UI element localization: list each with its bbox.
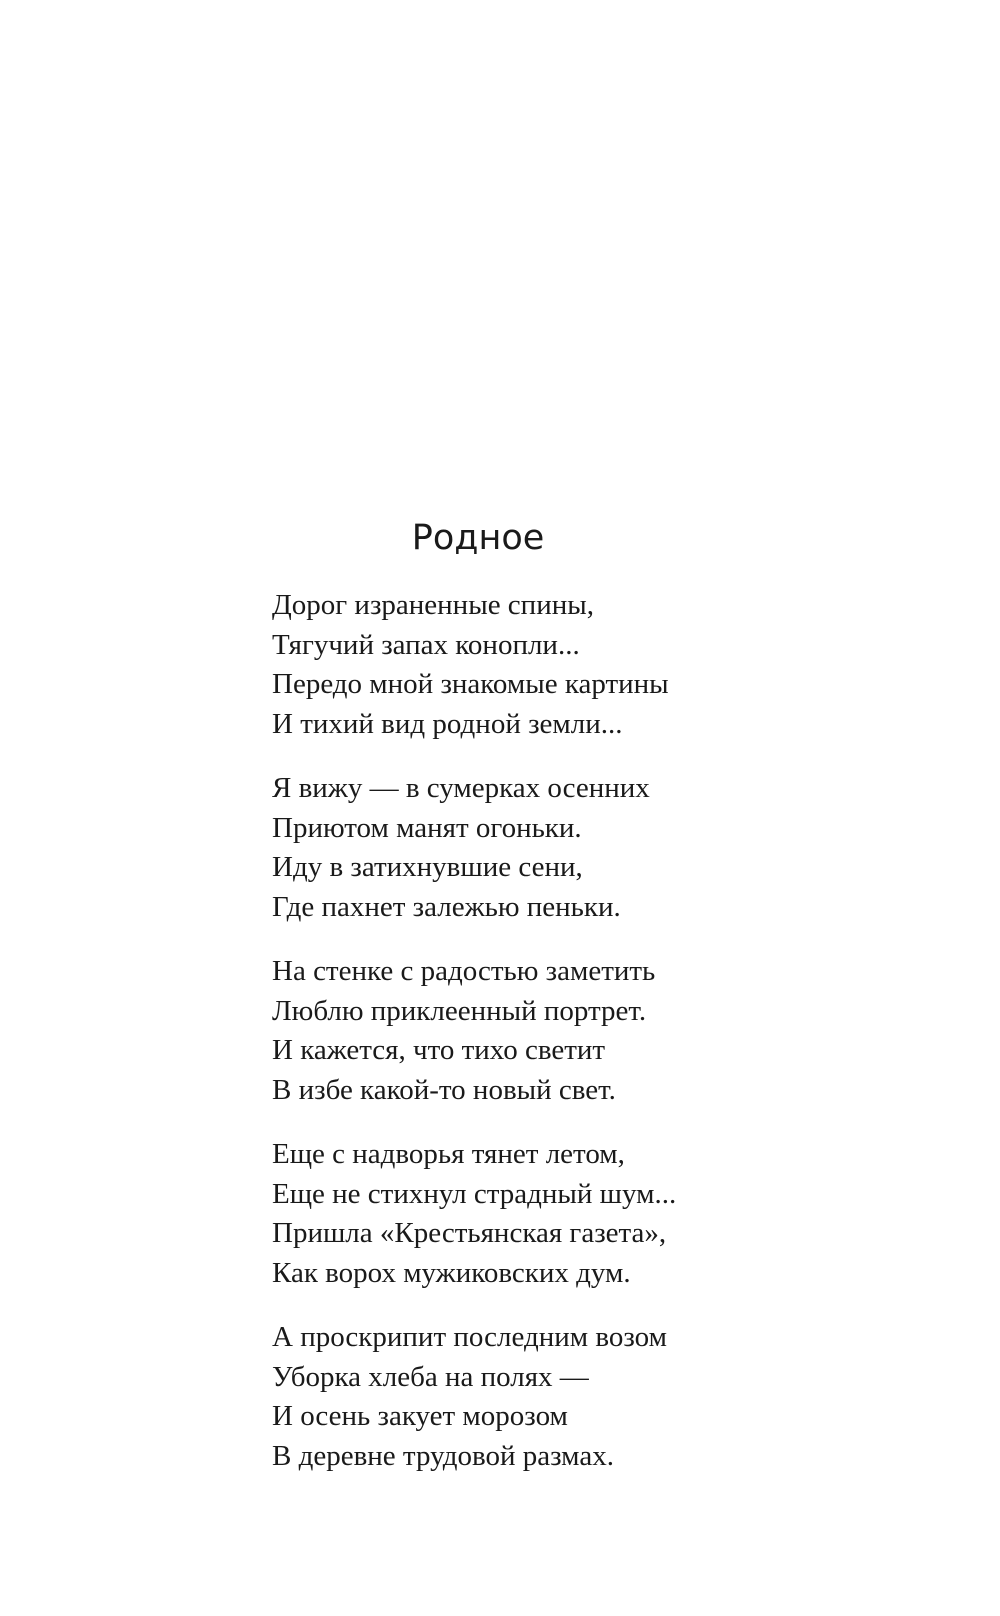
stanza-5 (272, 1318, 932, 1476)
poem-line: Еще не стихнул страдный шум... (272, 1177, 677, 1210)
stanza-2 (272, 769, 932, 927)
poem-title: Родное (411, 518, 545, 558)
poem-line: И тихий вид родной земли... (272, 707, 623, 740)
poem-line: Передо мной знакомые картины (272, 668, 669, 700)
poem-line: Еще с надворья тянет летом, (272, 1138, 625, 1170)
stanza-1 (272, 586, 932, 744)
poem-line: Люблю приклеенный портрет. (272, 994, 647, 1027)
poem-line: Уборка хлеба на полях — (272, 1360, 589, 1393)
poem-line: Как ворох мужиковских дум. (272, 1256, 631, 1289)
stanza-4 (272, 1135, 932, 1293)
poem-line: Приютом манят огоньки. (272, 811, 582, 844)
poem-line: И кажется, что тихо светит (272, 1034, 606, 1066)
poem-line: А проскрипит последним возом (272, 1321, 667, 1353)
poem-line: Я вижу — в сумерках осенних (272, 772, 650, 804)
poem-line: Где пахнет залежью пеньки. (272, 890, 621, 923)
poem-line: Дорог израненные спины, (272, 589, 594, 621)
stanza-3 (272, 952, 932, 1110)
poem-body (272, 586, 932, 1501)
poem-line: В избе какой-то новый свет. (272, 1073, 616, 1106)
poem-line: На стенке с радостью заметить (272, 955, 656, 987)
poem-line: Иду в затихнувшие сени, (272, 851, 583, 883)
poem-line: В деревне трудовой размах. (272, 1439, 614, 1472)
poem-line: Пришла «Крестьянская газета», (272, 1217, 667, 1249)
poem-line: Тягучий запах конопли... (272, 628, 580, 661)
poem-line: И осень закует морозом (272, 1400, 568, 1432)
